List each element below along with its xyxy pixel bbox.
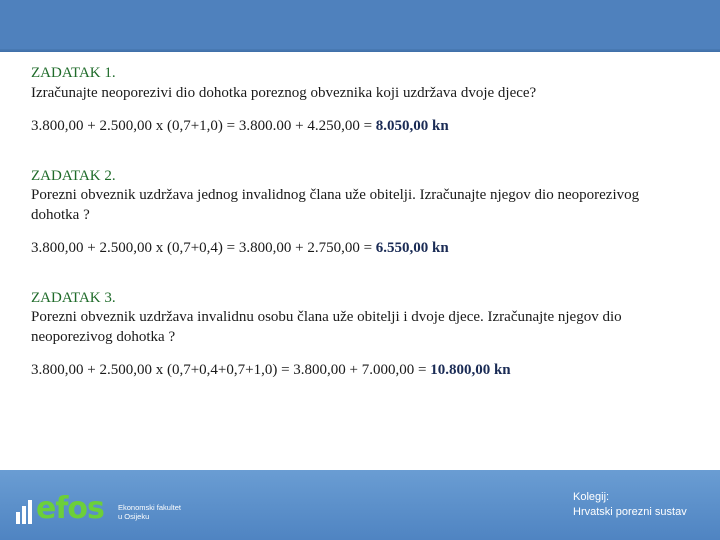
task-calculation	[31, 239, 671, 259]
course-name: Hrvatski porezni sustav	[573, 506, 687, 518]
course-info	[573, 490, 687, 520]
task-title: ZADATAK 1.	[31, 65, 116, 81]
calculation-expression: 3.800,00 + 2.500,00 x (0,7+1,0) = 3.800.00 + 4.250,00 =	[31, 118, 376, 134]
calculation-result: 10.800,00 kn	[430, 362, 511, 378]
task-3	[31, 289, 671, 381]
calculation-result: 8.050,00 kn	[375, 118, 449, 134]
task-2	[31, 167, 671, 259]
calculation-expression: 3.800,00 + 2.500,00 x (0,7+0,4+0,7+1,0) = 3.800,00 + 7.000,00 =	[31, 362, 431, 378]
faculty-name-line: Ekonomski fakultet	[118, 503, 181, 512]
logo-wordmark: efos	[36, 491, 104, 526]
task-calculation	[31, 361, 671, 381]
calculation-expression: 3.800,00 + 2.500,00 x (0,7+0,4) = 3.800,00 + 2.750,00 =	[31, 240, 376, 256]
course-label: Kolegij:	[573, 491, 610, 503]
faculty-city-line: u Osijeku	[118, 512, 150, 521]
task-question: Porezni obveznik uzdržava invalidnu osobu člana uže obitelji i dvoje djece. Izračunajte njegov dio neoporezivog dohotka ?	[31, 309, 622, 345]
bar-chart-icon	[16, 500, 32, 524]
slide-content	[31, 64, 671, 411]
header-band	[0, 0, 720, 52]
task-calculation	[31, 117, 671, 137]
faculty-name	[118, 503, 181, 521]
task-title: ZADATAK 3.	[31, 289, 116, 306]
task-question: Izračunajte neoporezivi dio dohotka poreznog obveznika koji uzdržava dvoje djece?	[31, 84, 537, 101]
task-title: ZADATAK 2.	[31, 167, 116, 184]
calculation-result: 6.550,00 kn	[375, 240, 449, 256]
task-1	[31, 64, 671, 137]
efos-logo	[16, 492, 104, 524]
task-question: Porezni obveznik uzdržava jednog invalidnog člana uže obitelji. Izračunajte njegov dio neoporezivog dohotka ?	[31, 187, 640, 223]
